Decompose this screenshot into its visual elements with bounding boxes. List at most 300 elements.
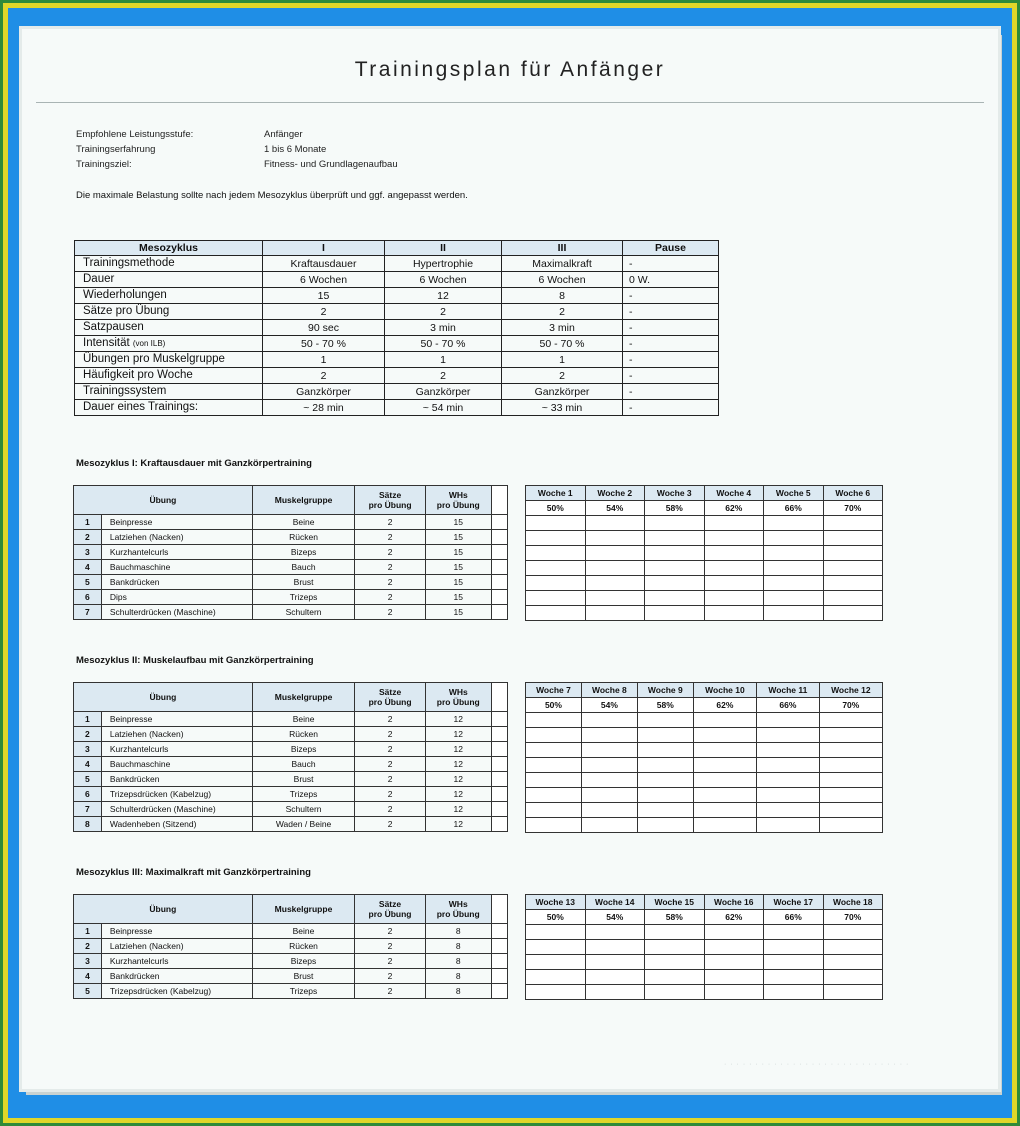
week-header: Woche 5 bbox=[764, 486, 824, 501]
week-log-cell[interactable] bbox=[823, 955, 883, 970]
watermark: · · · · · · · · · · · · · · · · · · · · · · · · · · · · · · bbox=[724, 1061, 910, 1068]
spacer-column bbox=[491, 683, 507, 712]
overview-cell: 6 Wochen bbox=[385, 272, 502, 288]
overview-row-label bbox=[75, 272, 263, 288]
week-log-cell[interactable] bbox=[585, 955, 645, 970]
exercise-muscle: Bizeps bbox=[252, 545, 354, 560]
week-header: Woche 2 bbox=[585, 486, 645, 501]
week-log-cell[interactable] bbox=[819, 788, 882, 803]
week-log-cell[interactable] bbox=[819, 743, 882, 758]
week-log-row bbox=[526, 606, 883, 621]
exercise-name: Schulterdrücken (Maschine) bbox=[101, 605, 252, 620]
week-log-cell[interactable] bbox=[693, 743, 756, 758]
spacer-cell bbox=[491, 757, 507, 772]
exercise-row bbox=[74, 742, 508, 757]
week-log-cell[interactable] bbox=[526, 561, 586, 576]
overview-row bbox=[75, 384, 719, 400]
intensity-percent: 58% bbox=[645, 910, 705, 925]
week-log-cell[interactable] bbox=[645, 516, 705, 531]
week-log-cell[interactable] bbox=[823, 606, 883, 621]
week-log-cell[interactable] bbox=[526, 743, 582, 758]
overview-row bbox=[75, 336, 719, 352]
overview-cell: 50 - 70 % bbox=[385, 336, 502, 352]
overview-cell: - bbox=[623, 304, 719, 320]
header-sets bbox=[355, 486, 426, 515]
week-log-row bbox=[526, 516, 883, 531]
week-header: Woche 10 bbox=[693, 683, 756, 698]
week-log-cell[interactable] bbox=[526, 788, 582, 803]
overview-body bbox=[75, 256, 719, 416]
week-log-cell[interactable] bbox=[581, 788, 637, 803]
overview-cell: Ganzkörper bbox=[263, 384, 385, 400]
week-log-cell[interactable] bbox=[526, 728, 582, 743]
exercise-reps: 15 bbox=[425, 575, 491, 590]
intensity-percent: 58% bbox=[645, 501, 705, 516]
exercise-header-row bbox=[74, 895, 508, 924]
exercise-muscle: Schultern bbox=[252, 605, 354, 620]
week-log-cell[interactable] bbox=[823, 531, 883, 546]
week-log-cell[interactable] bbox=[823, 985, 883, 1000]
spacer-cell bbox=[491, 590, 507, 605]
week-log-cell[interactable] bbox=[704, 561, 764, 576]
week-log-cell[interactable] bbox=[764, 606, 824, 621]
week-log-cell[interactable] bbox=[645, 940, 705, 955]
week-log-cell[interactable] bbox=[526, 818, 582, 833]
week-log-cell[interactable] bbox=[526, 925, 586, 940]
week-log-cell[interactable] bbox=[704, 591, 764, 606]
week-header: Woche 16 bbox=[704, 895, 764, 910]
week-log-cell[interactable] bbox=[819, 803, 882, 818]
week-log-cell[interactable] bbox=[526, 773, 582, 788]
overview-cell: Maximalkraft bbox=[502, 256, 623, 272]
exercise-sets: 2 bbox=[355, 605, 426, 620]
week-log-cell[interactable] bbox=[704, 531, 764, 546]
exercise-name: Beinpresse bbox=[101, 924, 252, 939]
week-log-cell[interactable] bbox=[704, 925, 764, 940]
spacer-column bbox=[491, 895, 507, 924]
week-log-cell[interactable] bbox=[645, 606, 705, 621]
overview-row-label bbox=[75, 256, 263, 272]
week-log-cell[interactable] bbox=[823, 940, 883, 955]
week-log-row bbox=[526, 576, 883, 591]
week-log-cell[interactable] bbox=[637, 713, 693, 728]
exercise-sets: 2 bbox=[355, 924, 426, 939]
spacer-cell bbox=[491, 560, 507, 575]
overview-cell: - bbox=[623, 288, 719, 304]
row-label-text: Dauer eines Trainings: bbox=[83, 401, 199, 413]
week-log-cell[interactable] bbox=[757, 803, 820, 818]
exercise-sets: 2 bbox=[355, 802, 426, 817]
week-log-cell[interactable] bbox=[526, 606, 586, 621]
week-header: Woche 11 bbox=[757, 683, 820, 698]
week-log-cell[interactable] bbox=[526, 803, 582, 818]
overview-cell: - bbox=[623, 256, 719, 272]
week-log-row bbox=[526, 803, 883, 818]
header-sets bbox=[355, 683, 426, 712]
week-log-cell[interactable] bbox=[585, 970, 645, 985]
exercise-number: 5 bbox=[74, 575, 102, 590]
week-log-cell[interactable] bbox=[704, 955, 764, 970]
week-log-row bbox=[526, 743, 883, 758]
week-header: Woche 14 bbox=[585, 895, 645, 910]
spacer-cell bbox=[491, 575, 507, 590]
overview-row-label bbox=[75, 368, 263, 384]
exercise-muscle: Trizeps bbox=[252, 787, 354, 802]
week-log-cell[interactable] bbox=[693, 713, 756, 728]
week-log-cell[interactable] bbox=[757, 818, 820, 833]
intensity-percent: 70% bbox=[823, 910, 883, 925]
week-log-cell[interactable] bbox=[764, 531, 824, 546]
week-log-cell[interactable] bbox=[585, 606, 645, 621]
week-log-cell[interactable] bbox=[645, 591, 705, 606]
week-log-cell[interactable] bbox=[704, 576, 764, 591]
exercise-muscle: Brust bbox=[252, 575, 354, 590]
exercise-sets: 2 bbox=[355, 515, 426, 530]
exercise-table bbox=[73, 485, 508, 620]
week-log-cell[interactable] bbox=[645, 576, 705, 591]
overview-cell: 8 bbox=[502, 288, 623, 304]
week-log-cell[interactable] bbox=[585, 925, 645, 940]
week-log-cell[interactable] bbox=[764, 516, 824, 531]
week-log-cell[interactable] bbox=[585, 561, 645, 576]
week-log-cell[interactable] bbox=[526, 591, 586, 606]
spacer-cell bbox=[491, 787, 507, 802]
meta-label: Empfohlene Leistungsstufe: bbox=[76, 129, 194, 140]
overview-cell: 0 W. bbox=[623, 272, 719, 288]
exercise-muscle: Brust bbox=[252, 772, 354, 787]
exercise-name: Schulterdrücken (Maschine) bbox=[101, 802, 252, 817]
week-log-cell[interactable] bbox=[645, 546, 705, 561]
row-label-note: (von ILB) bbox=[132, 339, 166, 348]
week-log-cell[interactable] bbox=[581, 818, 637, 833]
spacer-cell bbox=[491, 530, 507, 545]
intensity-percent: 50% bbox=[526, 501, 586, 516]
intensity-percent: 54% bbox=[581, 698, 637, 713]
week-log-cell[interactable] bbox=[819, 728, 882, 743]
week-log-cell[interactable] bbox=[637, 758, 693, 773]
overview-row bbox=[75, 352, 719, 368]
exercise-name: Latziehen (Nacken) bbox=[101, 939, 252, 954]
week-log-cell[interactable] bbox=[637, 773, 693, 788]
exercise-muscle: Rücken bbox=[252, 530, 354, 545]
header-reps-line2: pro Übung bbox=[436, 500, 480, 510]
week-log-cell[interactable] bbox=[764, 985, 824, 1000]
week-log-cell[interactable] bbox=[704, 516, 764, 531]
exercise-reps: 12 bbox=[425, 757, 491, 772]
week-log-cell[interactable] bbox=[581, 758, 637, 773]
week-log-cell[interactable] bbox=[585, 531, 645, 546]
overview-cell: 2 bbox=[263, 304, 385, 320]
week-log-row bbox=[526, 728, 883, 743]
header-reps-line1: WHs bbox=[448, 490, 468, 500]
week-log-cell[interactable] bbox=[526, 985, 586, 1000]
overview-row bbox=[75, 288, 719, 304]
week-log-table bbox=[525, 682, 883, 833]
week-log-cell[interactable] bbox=[526, 713, 582, 728]
week-log-cell[interactable] bbox=[693, 818, 756, 833]
week-log-cell[interactable] bbox=[581, 728, 637, 743]
exercise-muscle: Beine bbox=[252, 712, 354, 727]
overview-row bbox=[75, 320, 719, 336]
week-log-cell[interactable] bbox=[637, 743, 693, 758]
week-log-cell[interactable] bbox=[704, 970, 764, 985]
header-sets-line2: pro Übung bbox=[368, 697, 412, 707]
week-log-cell[interactable] bbox=[693, 773, 756, 788]
exercise-reps: 12 bbox=[425, 712, 491, 727]
exercise-number: 1 bbox=[74, 515, 102, 530]
overview-cell: - bbox=[623, 400, 719, 416]
exercise-reps: 15 bbox=[425, 515, 491, 530]
exercise-row bbox=[74, 515, 508, 530]
overview-cell: 12 bbox=[385, 288, 502, 304]
intensity-row bbox=[526, 501, 883, 516]
week-log-cell[interactable] bbox=[823, 516, 883, 531]
week-log-cell[interactable] bbox=[581, 713, 637, 728]
week-log-cell[interactable] bbox=[764, 561, 824, 576]
week-log-cell[interactable] bbox=[581, 803, 637, 818]
week-log-cell[interactable] bbox=[819, 713, 882, 728]
exercise-number: 4 bbox=[74, 757, 102, 772]
week-log-cell[interactable] bbox=[823, 970, 883, 985]
exercise-reps: 12 bbox=[425, 787, 491, 802]
week-header: Woche 9 bbox=[637, 683, 693, 698]
exercise-sets: 2 bbox=[355, 590, 426, 605]
exercise-reps: 8 bbox=[425, 969, 491, 984]
exercise-name: Dips bbox=[101, 590, 252, 605]
exercise-muscle: Bauch bbox=[252, 560, 354, 575]
week-log-cell[interactable] bbox=[823, 576, 883, 591]
week-log-cell[interactable] bbox=[645, 970, 705, 985]
exercise-sets: 2 bbox=[355, 742, 426, 757]
header-exercise: Übung bbox=[74, 683, 253, 712]
exercise-number: 2 bbox=[74, 939, 102, 954]
header-reps-line2: pro Übung bbox=[436, 697, 480, 707]
overview-cell: 2 bbox=[385, 368, 502, 384]
overview-cell: 6 Wochen bbox=[263, 272, 385, 288]
overview-cell: 3 min bbox=[385, 320, 502, 336]
overview-cell: - bbox=[623, 320, 719, 336]
row-label-text: Trainingssystem bbox=[83, 385, 167, 397]
exercise-muscle: Rücken bbox=[252, 727, 354, 742]
section-title: Mesozyklus III: Maximalkraft mit Ganzkörpertraining bbox=[76, 867, 311, 878]
header-reps bbox=[425, 895, 491, 924]
week-log-cell[interactable] bbox=[704, 940, 764, 955]
week-log-cell[interactable] bbox=[637, 803, 693, 818]
week-log-cell[interactable] bbox=[764, 925, 824, 940]
exercise-muscle: Beine bbox=[252, 924, 354, 939]
spacer-cell bbox=[491, 984, 507, 999]
week-log-cell[interactable] bbox=[526, 546, 586, 561]
overview-cell: 2 bbox=[502, 368, 623, 384]
week-log-cell[interactable] bbox=[823, 546, 883, 561]
exercise-sets: 2 bbox=[355, 727, 426, 742]
overview-header: I bbox=[263, 241, 385, 256]
week-log-cell[interactable] bbox=[757, 728, 820, 743]
exercise-row bbox=[74, 590, 508, 605]
overview-cell: 3 min bbox=[502, 320, 623, 336]
week-log-cell[interactable] bbox=[645, 955, 705, 970]
exercise-name: Trizepsdrücken (Kabelzug) bbox=[101, 787, 252, 802]
week-log-cell[interactable] bbox=[757, 773, 820, 788]
week-header: Woche 3 bbox=[645, 486, 705, 501]
week-log-cell[interactable] bbox=[645, 561, 705, 576]
week-log-cell[interactable] bbox=[645, 985, 705, 1000]
spacer-cell bbox=[491, 817, 507, 832]
exercise-name: Bauchmaschine bbox=[101, 560, 252, 575]
meta-label: Trainingserfahrung bbox=[76, 144, 156, 155]
week-log-cell[interactable] bbox=[764, 970, 824, 985]
week-header: Woche 6 bbox=[823, 486, 883, 501]
header-sets-line1: Sätze bbox=[378, 899, 402, 909]
spacer-cell bbox=[491, 802, 507, 817]
week-log-row bbox=[526, 758, 883, 773]
exercise-sets: 2 bbox=[355, 530, 426, 545]
week-header-row bbox=[526, 683, 883, 698]
exercise-name: Latziehen (Nacken) bbox=[101, 530, 252, 545]
week-log-row bbox=[526, 591, 883, 606]
exercise-number: 4 bbox=[74, 969, 102, 984]
week-log-cell[interactable] bbox=[704, 606, 764, 621]
header-reps bbox=[425, 683, 491, 712]
meta-value: 1 bis 6 Monate bbox=[264, 144, 327, 155]
week-log-cell[interactable] bbox=[764, 576, 824, 591]
week-log-cell[interactable] bbox=[637, 728, 693, 743]
week-header: Woche 17 bbox=[764, 895, 824, 910]
week-log-cell[interactable] bbox=[693, 803, 756, 818]
exercise-sets: 2 bbox=[355, 787, 426, 802]
intensity-percent: 50% bbox=[526, 910, 586, 925]
overview-row-label bbox=[75, 304, 263, 320]
intensity-percent: 70% bbox=[823, 501, 883, 516]
header-muscle: Muskelgruppe bbox=[252, 683, 354, 712]
week-log-cell[interactable] bbox=[526, 940, 586, 955]
section-title: Mesozyklus I: Kraftausdauer mit Ganzkörpertraining bbox=[76, 458, 312, 469]
week-log-cell[interactable] bbox=[823, 561, 883, 576]
week-log-row bbox=[526, 985, 883, 1000]
exercise-number: 6 bbox=[74, 787, 102, 802]
exercise-muscle: Bizeps bbox=[252, 954, 354, 969]
week-header: Woche 7 bbox=[526, 683, 582, 698]
exercise-sets: 2 bbox=[355, 560, 426, 575]
week-log-cell[interactable] bbox=[819, 758, 882, 773]
week-log-cell[interactable] bbox=[526, 758, 582, 773]
week-log-cell[interactable] bbox=[581, 743, 637, 758]
week-log-cell[interactable] bbox=[526, 955, 586, 970]
overview-table bbox=[74, 240, 719, 416]
exercise-muscle: Waden / Beine bbox=[252, 817, 354, 832]
overview-cell: ~ 33 min bbox=[502, 400, 623, 416]
row-label-text: Intensität bbox=[83, 337, 133, 349]
week-log-cell[interactable] bbox=[823, 925, 883, 940]
week-log-cell[interactable] bbox=[757, 758, 820, 773]
week-log-cell[interactable] bbox=[764, 955, 824, 970]
week-log-cell[interactable] bbox=[526, 970, 586, 985]
intensity-percent: 54% bbox=[585, 910, 645, 925]
week-log-cell[interactable] bbox=[526, 531, 586, 546]
overview-cell: Ganzkörper bbox=[502, 384, 623, 400]
week-log-cell[interactable] bbox=[704, 985, 764, 1000]
week-log-cell[interactable] bbox=[585, 516, 645, 531]
exercise-row bbox=[74, 939, 508, 954]
week-log-cell[interactable] bbox=[764, 940, 824, 955]
week-log-cell[interactable] bbox=[819, 773, 882, 788]
week-log-cell[interactable] bbox=[645, 925, 705, 940]
week-log-cell[interactable] bbox=[757, 743, 820, 758]
spacer-cell bbox=[491, 969, 507, 984]
week-log-cell[interactable] bbox=[526, 516, 586, 531]
week-log-row bbox=[526, 970, 883, 985]
overview-cell: Hypertrophie bbox=[385, 256, 502, 272]
exercise-reps: 15 bbox=[425, 590, 491, 605]
week-log-cell[interactable] bbox=[764, 546, 824, 561]
week-log-cell[interactable] bbox=[693, 728, 756, 743]
page-title: Trainingsplan für Anfänger bbox=[354, 58, 666, 81]
week-log-cell[interactable] bbox=[585, 591, 645, 606]
intensity-percent: 66% bbox=[757, 698, 820, 713]
week-log-cell[interactable] bbox=[585, 576, 645, 591]
section-title: Mesozyklus II: Muskelaufbau mit Ganzkörpertraining bbox=[76, 655, 314, 666]
exercise-muscle: Beine bbox=[252, 515, 354, 530]
exercise-reps: 12 bbox=[425, 772, 491, 787]
week-log-cell[interactable] bbox=[645, 531, 705, 546]
exercise-muscle: Trizeps bbox=[252, 590, 354, 605]
overview-row-label bbox=[75, 352, 263, 368]
week-log-cell[interactable] bbox=[693, 788, 756, 803]
exercise-sets: 2 bbox=[355, 712, 426, 727]
exercise-muscle: Bauch bbox=[252, 757, 354, 772]
exercise-name: Bauchmaschine bbox=[101, 757, 252, 772]
overview-header: II bbox=[385, 241, 502, 256]
week-log-cell[interactable] bbox=[823, 591, 883, 606]
overview-cell: 6 Wochen bbox=[502, 272, 623, 288]
overview-cell: - bbox=[623, 368, 719, 384]
week-log-cell[interactable] bbox=[637, 788, 693, 803]
week-log-cell[interactable] bbox=[764, 591, 824, 606]
exercise-name: Latziehen (Nacken) bbox=[101, 727, 252, 742]
exercise-sets: 2 bbox=[355, 545, 426, 560]
week-log-cell[interactable] bbox=[704, 546, 764, 561]
week-log-cell[interactable] bbox=[585, 940, 645, 955]
row-label-text: Dauer bbox=[83, 273, 115, 285]
overview-cell: 1 bbox=[263, 352, 385, 368]
week-log-cell[interactable] bbox=[585, 546, 645, 561]
spacer-cell bbox=[491, 515, 507, 530]
week-log-cell[interactable] bbox=[581, 773, 637, 788]
week-log-row bbox=[526, 940, 883, 955]
title-divider bbox=[36, 102, 984, 103]
week-log-cell[interactable] bbox=[637, 818, 693, 833]
meta-label: Trainingsziel: bbox=[76, 159, 132, 170]
load-note: Die maximale Belastung sollte nach jedem Mesozyklus überprüft und ggf. angepasst werden. bbox=[76, 190, 468, 201]
week-log-cell[interactable] bbox=[693, 758, 756, 773]
overview-cell: 2 bbox=[502, 304, 623, 320]
week-log-cell[interactable] bbox=[585, 985, 645, 1000]
exercise-row bbox=[74, 712, 508, 727]
week-log-row bbox=[526, 713, 883, 728]
intensity-row bbox=[526, 698, 883, 713]
exercise-header-row bbox=[74, 486, 508, 515]
week-log-cell[interactable] bbox=[526, 576, 586, 591]
exercise-row bbox=[74, 924, 508, 939]
exercise-reps: 12 bbox=[425, 727, 491, 742]
exercise-row bbox=[74, 575, 508, 590]
week-log-cell[interactable] bbox=[819, 818, 882, 833]
exercise-row bbox=[74, 757, 508, 772]
overview-row bbox=[75, 368, 719, 384]
exercise-row bbox=[74, 969, 508, 984]
week-log-cell[interactable] bbox=[757, 713, 820, 728]
week-log-cell[interactable] bbox=[757, 788, 820, 803]
